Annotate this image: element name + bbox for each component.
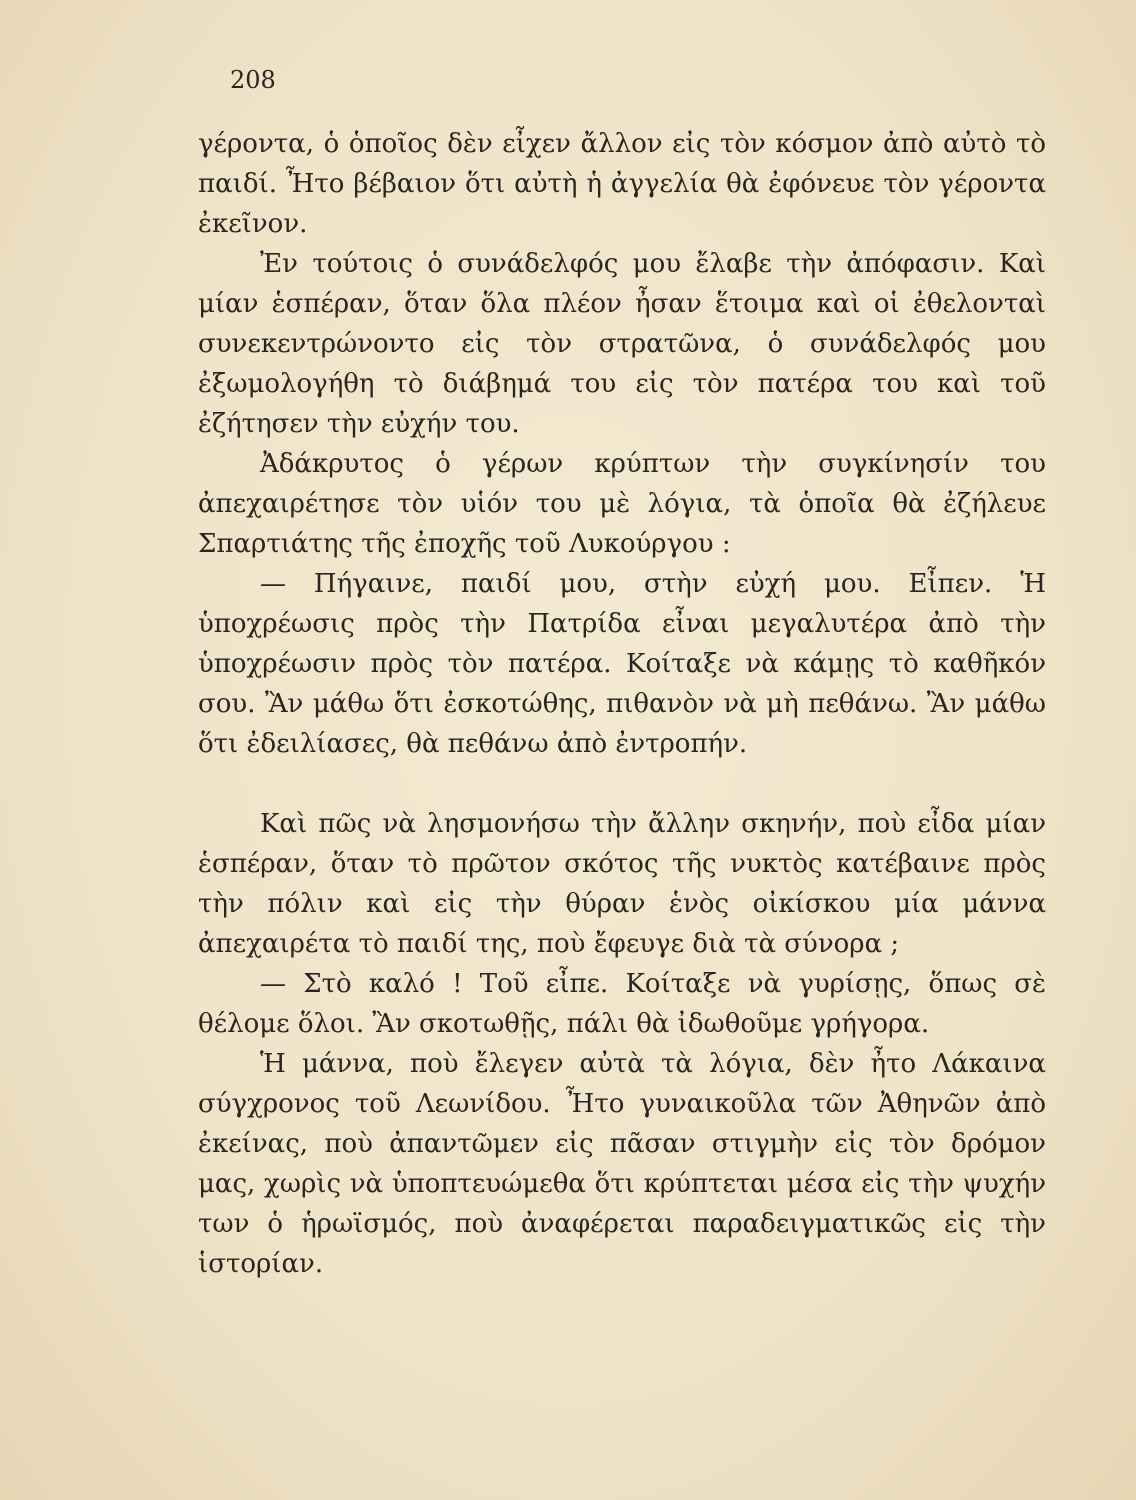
paragraph-4-dialogue: — Πήγαινε, παιδί μου, στὴν εὐχή μου. Εἶπεν. Ἡ ὑποχρέωσις πρὸς τὴν Πατρίδα εἶναι μεγαλυτέρα ἀπὸ τὴν ὑποχρέωσιν πρὸς τὸν πατέρα. Κοίταξε νὰ κάμῃς τὸ καθῆκόν σου. Ἂν μάθω ὅτι ἐσκοτώθης, πιθανὸν νὰ μὴ πεθάνω. Ἂν μάθω ὅτι ἐδειλίασες, θὰ πεθάνω ἀπὸ ἐντροπήν. <box>198 569 1046 759</box>
body-text <box>198 124 1046 1284</box>
page-number: 208 <box>230 66 276 94</box>
paragraph-2: Ἐν τούτοις ὁ συνάδελφός μου ἔλαβε τὴν ἀπόφασιν. Καὶ μίαν ἑσπέραν, ὅταν ὅλα πλέον ἦσαν ἕτοιμα καὶ οἱ ἐθελονταὶ συνεκεντρώνοντο εἰς τὸν στρατῶνα, ὁ συνάδελφός μου ἐξωμολογήθη τὸ διάβημά του εἰς τὸν πατέρα του καὶ τοῦ ἐζήτησεν τὴν εὐχήν του. <box>198 249 1046 439</box>
paragraph-1: γέροντα, ὁ ὁποῖος δὲν εἶχεν ἄλλον εἰς τὸν κόσμον ἀπὸ αὐτὸ τὸ παιδί. Ἦτο βέβαιον ὅτι αὐτὴ ἡ ἀγγελία θὰ ἐφόνευε τὸν γέροντα ἐκεῖνον. <box>198 129 1046 239</box>
paragraph-7: Ἡ μάννα, ποὺ ἔλεγεν αὐτὰ τὰ λόγια, δὲν ἦτο Λάκαινα σύγχρονος τοῦ Λεωνίδου. Ἦτο γυναικοῦλα τῶν Ἀθηνῶν ἀπὸ ἐκείνας, ποὺ ἀπαντῶμεν εἰς πᾶσαν στιγμὴν εἰς τὸν δρόμον μας, χωρὶς νὰ ὑποπτευώμεθα ὅτι κρύπτεται μέσα εἰς τὴν ψυχήν των ὁ ἡρωϊσμός, ποὺ ἀναφέρεται παραδειγματικῶς εἰς τὴν ἱστορίαν. <box>198 1049 1046 1279</box>
section-break <box>198 764 1046 804</box>
paragraph-6-dialogue: — Στὸ καλό ! Τοῦ εἶπε. Κοίταξε νὰ γυρίσῃς, ὅπως σὲ θέλομε ὅλοι. Ἂν σκοτωθῇς, πάλι θὰ ἰδωθοῦμε γρήγορα. <box>198 969 1046 1039</box>
paragraph-3: Ἀδάκρυτος ὁ γέρων κρύπτων τὴν συγκίνησίν του ἀπεχαιρέτησε τὸν υἱόν του μὲ λόγια, τὰ ὁποῖα θὰ ἐζήλευε Σπαρτιάτης τῆς ἐποχῆς τοῦ Λυκούργου : <box>198 449 1046 559</box>
paragraph-5: Καὶ πῶς νὰ λησμονήσω τὴν ἄλλην σκηνήν, ποὺ εἶδα μίαν ἑσπέραν, ὅταν τὸ πρῶτον σκότος τῆς νυκτὸς κατέβαινε πρὸς τὴν πόλιν καὶ εἰς τὴν θύραν ἑνὸς οἰκίσκου μία μάννα ἀπεχαιρέτα τὸ παιδί της, ποὺ ἔφευγε διὰ τὰ σύνορα ; <box>198 809 1046 959</box>
